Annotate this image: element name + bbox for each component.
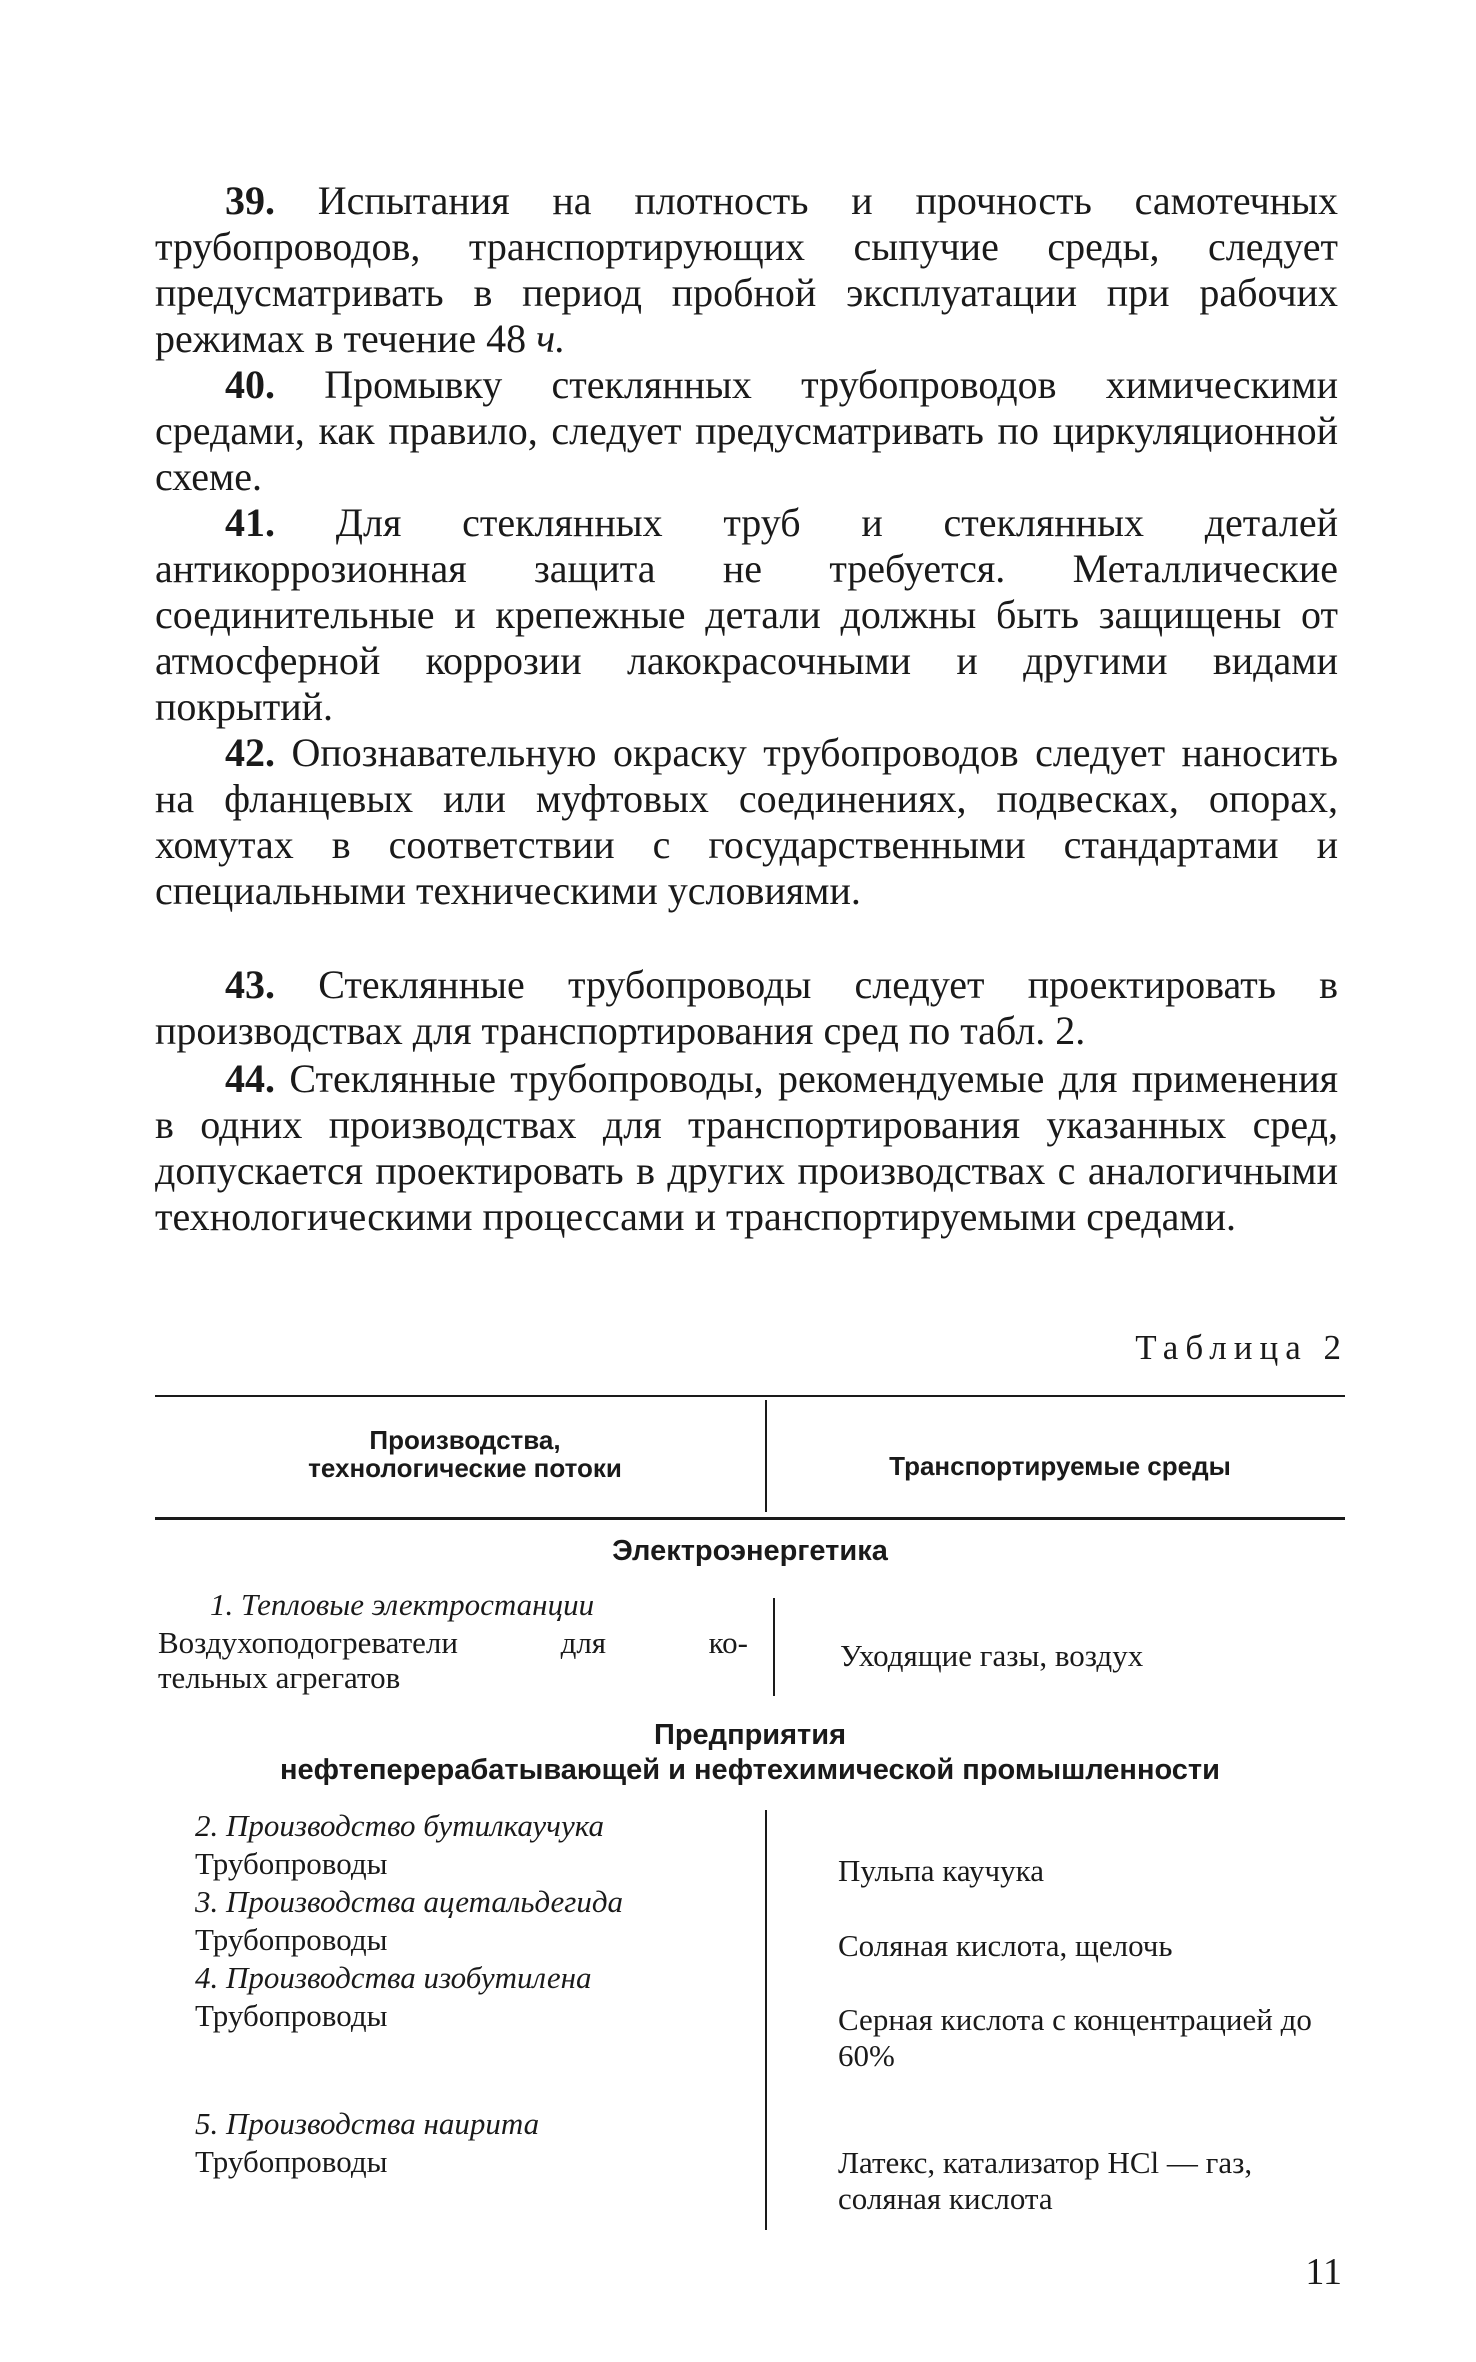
row-1-media: Уходящие газы, воздух <box>840 1638 1144 1673</box>
row-1-stream-line1: Воздухоподогреватели для ко- <box>158 1625 748 1660</box>
row-5-media: Латекс, катализатор HCl — газ, соляная кислота <box>838 2145 1253 2216</box>
row-2-media: Пульпа каучука <box>838 1853 1044 1888</box>
row-4-stream: Трубопроводы <box>195 1998 388 2033</box>
paragraph-40: 40. Промывку стеклянных трубопроводов химическими средами, как правило, следует предусматривать по циркуляционной схеме. <box>155 362 1338 499</box>
row-2-stream: Трубопроводы <box>195 1846 388 1881</box>
row-5-production: 5. Производства наирита <box>195 2106 540 2141</box>
header-col-production: Производства, технологические потоки <box>308 1425 622 1483</box>
header-bottom-rule <box>155 1517 1345 1520</box>
row-2-production: 2. Производство бутилкаучука <box>195 1808 604 1843</box>
row-4-production: 4. Производства изобутилена <box>195 1960 592 1995</box>
section-title-petro: Предприятия нефтеперерабатывающей и нефтехимической промышленности <box>280 1719 1220 1786</box>
table-caption: Таблица 2 <box>1135 1328 1348 1367</box>
paragraph-39: 39. Испытания на плотность и прочность самотечных трубопроводов, транспортирующих сыпучие среды, следует предусматривать в период пробной эксплуатации при рабочих режимах в течение 48 ч. <box>155 178 1338 361</box>
row-3-media: Соляная кислота, щелочь <box>838 1928 1173 1963</box>
paragraph-44: 44. Стеклянные трубопроводы, рекомендуемые для применения в одних производствах для транспортирования указанных сред, допускается проектировать в других производствах с аналогичными технологическими процессами и транспортируемыми средами. <box>155 1056 1339 1239</box>
row-1-stream-line2: тельных агрегатов <box>158 1660 401 1695</box>
row-1-divider <box>773 1598 775 1696</box>
header-divider <box>765 1400 767 1512</box>
table-top-rule <box>155 1395 1345 1397</box>
header-col-media: Транспортируемые среды <box>889 1451 1231 1481</box>
paragraph-43: 43. Стеклянные трубопроводы следует проектировать в производствах для транспортирования сред по табл. 2. <box>155 962 1339 1053</box>
paragraph-42: 42. Опознавательную окраску трубопроводов следует наносить на фланцевых или муфтовых соединениях, подвесках, опорах, хомутах в соответствии с государственными стандартами и специальными техническими условиями. <box>155 730 1339 913</box>
row-3-production: 3. Производства ацетальдегида <box>195 1884 624 1919</box>
row-1-production: 1. Тепловые электростанции <box>210 1587 595 1622</box>
section-2-divider <box>765 1810 767 2230</box>
page-number: 11 <box>1305 2251 1342 2293</box>
row-5-stream: Трубопроводы <box>195 2144 388 2179</box>
row-4-media: Серная кислота с концентрацией до 60% <box>838 2002 1312 2073</box>
section-title-power: Электроэнергетика <box>612 1535 888 1567</box>
paragraph-41: 41. Для стеклянных труб и стеклянных деталей антикоррозионная защита не требуется. Металлические соединительные и крепежные детали должны быть защищены от атмосферной коррозии лакокрасочными и другими видами покрытий. <box>155 500 1339 729</box>
row-3-stream: Трубопроводы <box>195 1922 388 1957</box>
